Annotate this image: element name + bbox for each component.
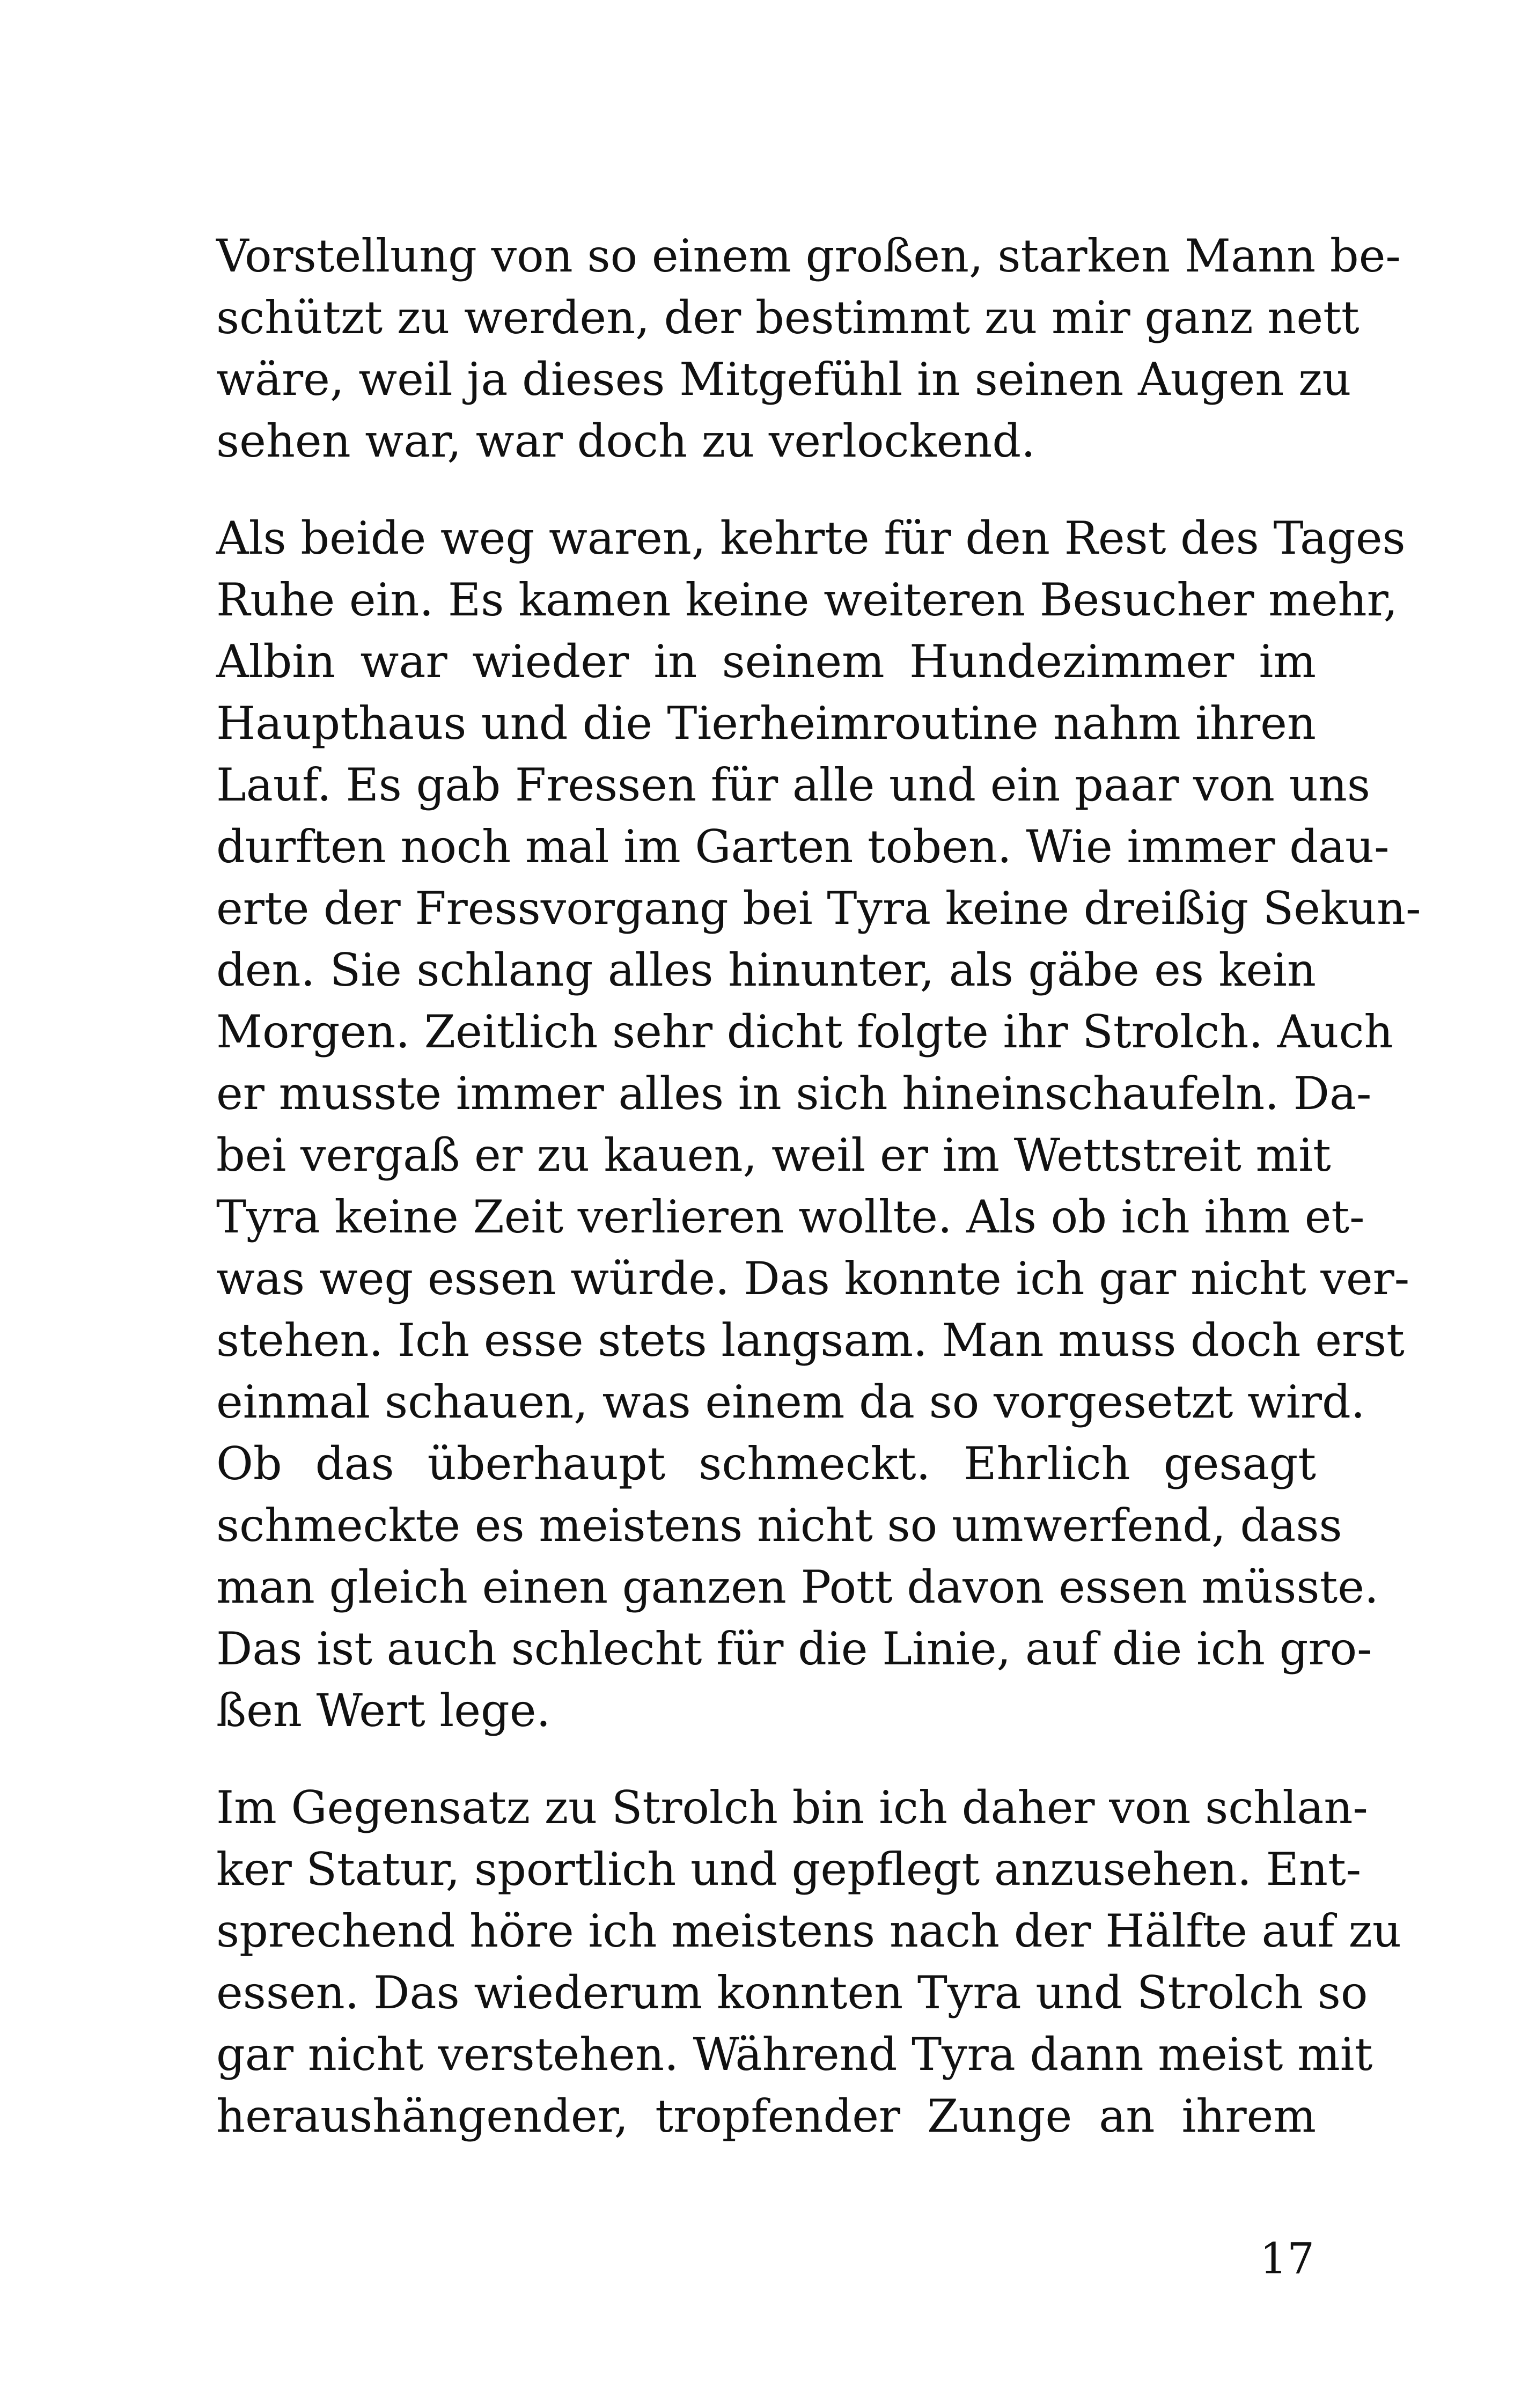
text-line: stehen. Ich esse stets langsam. Man muss doch erst [216, 1314, 1405, 1367]
text-line: essen. Das wiederum konnten Tyra und Strolch so [216, 1966, 1368, 2019]
text-line: Ruhe ein. Es kamen keine weiteren Besucher mehr, [216, 574, 1398, 626]
text-line: Haupthaus und die Tierheimroutine nahm ihren [216, 697, 1316, 750]
text-line: Das ist auch schlecht für die Linie, auf die ich gro- [216, 1623, 1372, 1675]
paragraph-3 [216, 1777, 1401, 2147]
text-line: Tyra keine Zeit verlieren wollte. Als ob ich ihm et- [216, 1191, 1365, 1243]
page-number: 17 [1260, 2234, 1314, 2284]
text-line: den. Sie schlang alles hinunter, als gäbe es kein [216, 944, 1316, 996]
text-line: schützt zu werden, der bestimmt zu mir ganz nett [216, 291, 1360, 344]
paragraph-1 [216, 225, 1401, 472]
text-line: bei vergaß er zu kauen, weil er im Wettstreit mit [216, 1129, 1331, 1181]
text-line: sehen war, war doch zu verlockend. [216, 415, 1035, 467]
text-line: erte der Fressvorgang bei Tyra keine dreißig Sekun- [216, 882, 1421, 935]
text-line: durften noch mal im Garten toben. Wie immer dau- [216, 820, 1390, 873]
paragraph-gap [216, 472, 1316, 508]
text-line: Lauf. Es gab Fressen für alle und ein paar von uns [216, 759, 1371, 811]
text-line: man gleich einen ganzen Pott davon essen müsste. [216, 1561, 1379, 1613]
text-line: Morgen. Zeitlich sehr dicht folgte ihr Strolch. Auch [216, 1005, 1393, 1058]
text-line: schmeckte es meistens nicht so umwerfend, dass [216, 1499, 1342, 1552]
paragraph-gap [216, 1742, 1316, 1777]
text-line: Albin war wieder in seinem Hundezimmer im [216, 635, 1316, 688]
text-line: heraushängender, tropfender Zunge an ihrem [216, 2090, 1316, 2142]
text-line: sprechend höre ich meistens nach der Hälfte auf zu [216, 1905, 1401, 1957]
text-line: gar nicht verstehen. Während Tyra dann meist mit [216, 2028, 1373, 2081]
text-line: wäre, weil ja dieses Mitgefühl in seinen Augen zu [216, 353, 1351, 406]
text-line: Als beide weg waren, kehrte für den Rest des Tages [216, 512, 1406, 564]
text-line: ker Statur, sportlich und gepflegt anzusehen. Ent- [216, 1843, 1362, 1896]
text-line: ßen Wert lege. [216, 1684, 551, 1737]
text-line: Vorstellung von so einem großen, starken Mann be- [216, 230, 1401, 282]
text-line: er musste immer alles in sich hineinschaufeln. Da- [216, 1067, 1372, 1120]
text-line: einmal schauen, was einem da so vorgesetzt wird. [216, 1376, 1365, 1428]
paragraph-2 [216, 508, 1421, 1742]
book-page-text [216, 225, 1421, 2147]
text-line: Im Gegensatz zu Strolch bin ich daher von schlan- [216, 1781, 1368, 1834]
text-line: was weg essen würde. Das konnte ich gar nicht ver- [216, 1252, 1410, 1305]
text-line: Ob das überhaupt schmeckt. Ehrlich gesagt [216, 1437, 1316, 1490]
